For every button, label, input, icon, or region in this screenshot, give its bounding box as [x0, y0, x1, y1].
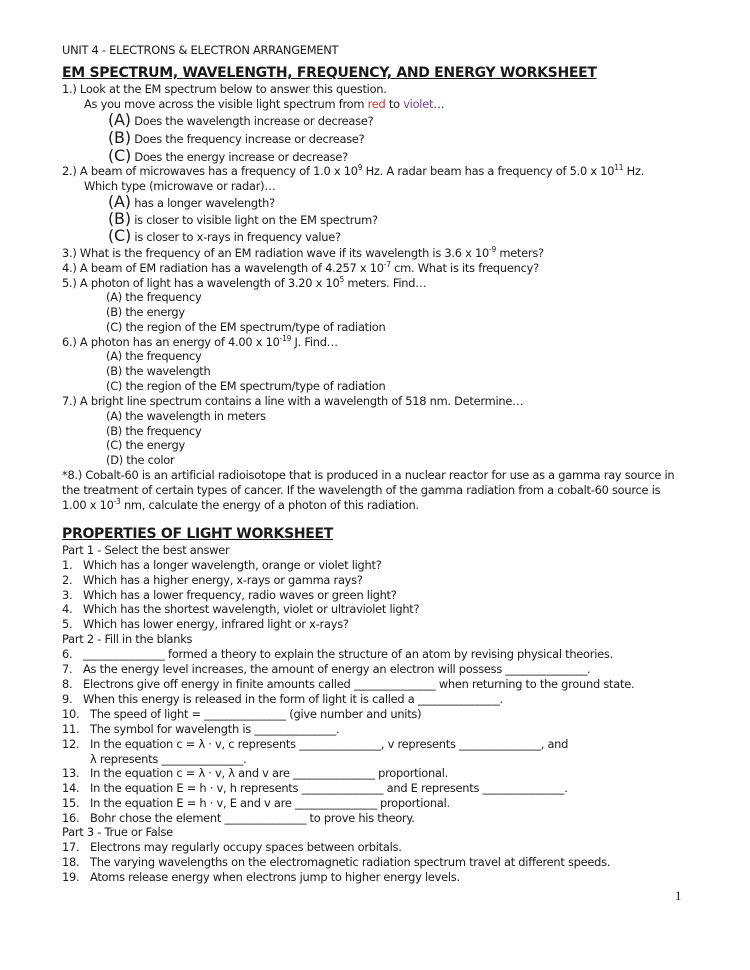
text: 6.) A photon has an energy of 4.00 x 10 — [62, 335, 280, 349]
item-number: 8. — [62, 677, 73, 691]
violet-word: violet — [403, 97, 434, 111]
question-8-line-2: the treatment of certain types of cancer. If the wavelength of the gamma radiation from a cobalt-60 source is — [62, 483, 661, 497]
item-text: The speed of light = _______________ (give number and units) — [90, 707, 422, 721]
question-4 — [62, 261, 539, 275]
unit-title: UNIT 4 - ELECTRONS & ELECTRON ARRANGEMENT — [62, 43, 339, 57]
exponent: 9 — [357, 163, 363, 172]
subprompt-text: As you move across the visible light spectrum from — [84, 97, 368, 111]
question-5a: (A) the frequency — [106, 290, 202, 304]
option-text: is closer to visible light on the EM spectrum? — [130, 213, 378, 227]
question-1b — [108, 128, 365, 147]
item-number: 10. — [62, 707, 80, 721]
option-text: Does the frequency increase or decrease? — [130, 132, 365, 146]
question-6-stem — [62, 335, 338, 349]
question-2b — [108, 209, 378, 228]
subprompt-ellipsis: … — [433, 97, 445, 111]
question-1c — [108, 146, 348, 165]
text: 1.00 x 10 — [62, 498, 114, 512]
item-number: 3. — [62, 588, 73, 602]
text: meters? — [495, 246, 544, 260]
part1-item — [62, 617, 349, 631]
item-number: 2. — [62, 573, 73, 587]
part-3-heading: Part 3 - True or False — [62, 825, 173, 839]
question-8-line-1: *8.) Cobalt-60 is an artificial radioisotope that is produced in a nuclear reactor for use as a gamma ray source in — [62, 468, 675, 482]
part2-item — [62, 737, 568, 751]
option-letter: (B) — [108, 128, 131, 147]
exponent: -9 — [489, 245, 496, 254]
question-7d: (D) the color — [106, 453, 175, 467]
item-number: 12. — [62, 737, 80, 751]
item-text: Electrons give off energy in finite amounts called _______________ when returning to the ground state. — [83, 677, 635, 691]
item-number: 7. — [62, 662, 73, 676]
text: 3.) What is the frequency of an EM radiation wave if its wavelength is 3.6 x 10 — [62, 246, 489, 260]
question-2a — [108, 192, 275, 211]
item-number: 6. — [62, 647, 73, 661]
option-text: Does the energy increase or decrease? — [131, 150, 348, 164]
part-1-heading: Part 1 - Select the best answer — [62, 543, 230, 557]
item-text: Bohr chose the element _______________ to prove his theory. — [90, 811, 415, 825]
part3-item — [62, 840, 402, 854]
item-number: 19. — [62, 870, 80, 884]
question-5c: (C) the region of the EM spectrum/type of radiation — [106, 320, 386, 334]
item-text: Which has a longer wavelength, orange or violet light? — [83, 558, 382, 572]
option-letter: (A) — [108, 110, 131, 129]
item-number: 5. — [62, 617, 73, 631]
item-text: Which has lower energy, infrared light or x-rays? — [83, 617, 349, 631]
question-6c: (C) the region of the EM spectrum/type of radiation — [106, 379, 386, 393]
item-text: Which has a lower frequency, radio waves or green light? — [83, 588, 397, 602]
item-number: 9. — [62, 692, 73, 706]
item-text: Which has a higher energy, x-rays or gamma rays? — [83, 573, 363, 587]
part2-item — [62, 692, 503, 706]
part2-item — [62, 662, 590, 676]
option-text: Does the wavelength increase or decrease? — [130, 114, 374, 128]
question-6a: (A) the frequency — [106, 349, 202, 363]
part2-item — [62, 647, 613, 661]
part2-item — [62, 722, 339, 736]
exponent: -3 — [113, 497, 121, 506]
question-7c: (C) the energy — [106, 438, 185, 452]
option-letter: (A) — [108, 192, 131, 211]
question-8-line-3 — [62, 498, 419, 512]
part2-item — [62, 811, 415, 825]
question-7-stem: 7.) A bright line spectrum contains a line with a wavelength of 518 nm. Determine… — [62, 394, 524, 408]
text: J. Find… — [291, 335, 338, 349]
item-number: 1. — [62, 558, 73, 572]
part1-item — [62, 602, 419, 616]
part2-item — [62, 677, 634, 691]
text: nm, calculate the energy of a photon of this radiation. — [120, 498, 419, 512]
part2-item — [62, 766, 448, 780]
text: Hz. A radar beam has a frequency of 5.0 x 10 — [362, 164, 615, 178]
worksheet-1-title: EM SPECTRUM, WAVELENGTH, FREQUENCY, AND ENERGY WORKSHEET — [62, 65, 597, 81]
question-7b: (B) the frequency — [106, 424, 202, 438]
question-5b: (B) the energy — [106, 305, 185, 319]
item-text: In the equation E = h · v, E and v are _______________ proportional. — [90, 796, 450, 810]
part3-item — [62, 855, 610, 869]
item-text: The symbol for wavelength is _______________. — [90, 722, 340, 736]
item-text: Which has the shortest wavelength, violet or ultraviolet light? — [83, 602, 420, 616]
part-2-heading: Part 2 - Fill in the blanks — [62, 632, 193, 646]
question-2-stem — [62, 164, 644, 178]
question-7a: (A) the wavelength in meters — [106, 409, 266, 423]
exponent: 5 — [339, 275, 345, 284]
text: Hz. — [623, 164, 645, 178]
option-text: is closer to x-rays in frequency value? — [131, 230, 341, 244]
item-number: 14. — [62, 781, 80, 795]
item-text: _______________ formed a theory to explain the structure of an atom by revising physical theories. — [83, 647, 613, 661]
worksheet-2-title: PROPERTIES OF LIGHT WORKSHEET — [62, 526, 334, 542]
item-number: 16. — [62, 811, 80, 825]
question-2-subprompt: Which type (microwave or radar)… — [84, 179, 276, 193]
subprompt-to: to — [385, 97, 404, 111]
question-1a — [108, 110, 374, 129]
option-letter: (C) — [108, 146, 132, 165]
page-number: 1 — [675, 888, 682, 903]
item-text: When this energy is released in the form of light it is called a _______________. — [83, 692, 503, 706]
part2-item — [62, 781, 568, 795]
question-6b: (B) the wavelength — [106, 364, 211, 378]
text: 2.) A beam of microwaves has a frequency of 1.0 x 10 — [62, 164, 358, 178]
part1-item — [62, 588, 397, 602]
question-1-subprompt — [84, 97, 444, 111]
question-5-stem — [62, 276, 426, 290]
question-2c — [108, 226, 341, 245]
text: meters. Find… — [344, 276, 427, 290]
text: 5.) A photon of light has a wavelength of 3.20 x 10 — [62, 276, 340, 290]
exponent: -7 — [383, 260, 391, 269]
exponent: -19 — [279, 334, 292, 343]
item-text: In the equation c = λ · v, c represents _______________, v represents _______________, and — [90, 737, 569, 751]
question-3 — [62, 246, 544, 260]
text: cm. What is its frequency? — [390, 261, 539, 275]
item-text: In the equation c = λ · v, λ and v are _______________ proportional. — [90, 766, 448, 780]
item-number: 11. — [62, 722, 80, 736]
part2-item — [62, 796, 450, 810]
item-text: Electrons may regularly occupy spaces between orbitals. — [90, 840, 402, 854]
part1-item — [62, 558, 382, 572]
item-number: 15. — [62, 796, 80, 810]
part2-item-continuation — [62, 752, 246, 766]
item-number: 17. — [62, 840, 80, 854]
item-number: 13. — [62, 766, 80, 780]
item-text: Atoms release energy when electrons jump to higher energy levels. — [90, 870, 460, 884]
item-number: 4. — [62, 602, 73, 616]
option-letter: (B) — [108, 209, 131, 228]
part2-item — [62, 707, 421, 721]
item-text: In the equation E = h · v, h represents _______________ and E represents _______________. — [90, 781, 568, 795]
item-text: As the energy level increases, the amount of energy an electron will possess _______________. — [83, 662, 591, 676]
item-text: The varying wavelengths on the electromagnetic radiation spectrum travel at different speeds. — [90, 855, 611, 869]
exponent: 11 — [614, 163, 624, 172]
red-word: red — [367, 97, 386, 111]
part1-item — [62, 573, 363, 587]
item-text: λ represents _______________. — [90, 752, 247, 766]
text: 4.) A beam of EM radiation has a wavelength of 4.257 x 10 — [62, 261, 384, 275]
question-1-stem: 1.) Look at the EM spectrum below to answer this question. — [62, 82, 387, 96]
option-text: has a longer wavelength? — [130, 196, 275, 210]
item-number: 18. — [62, 855, 80, 869]
option-letter: (C) — [108, 226, 132, 245]
part3-item — [62, 870, 460, 884]
